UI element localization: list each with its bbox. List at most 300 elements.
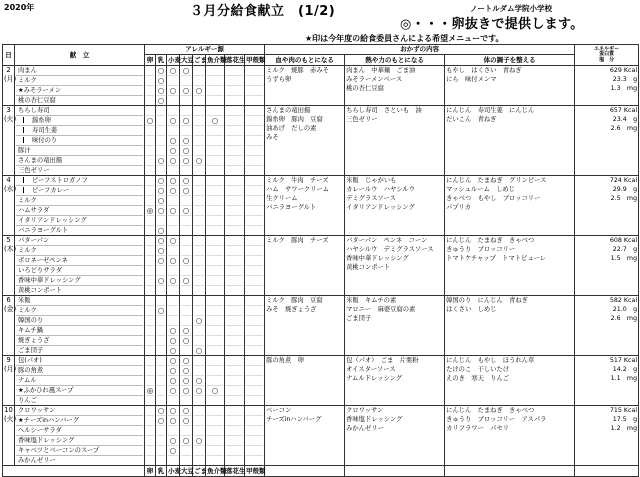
energy-cell (345, 106, 445, 176)
allergen-mark (194, 426, 204, 436)
allergen-mark: ○ (169, 336, 177, 345)
allergen-mark (194, 106, 204, 116)
nutrition-value: 2.6 mg (610, 315, 638, 322)
allergen-mark (194, 286, 204, 295)
bracket-mark (23, 187, 31, 193)
body-line: にんじん もやし ほうれん草 (446, 357, 535, 364)
allergen-mark (157, 296, 165, 306)
dish-name: イタリアンドレッシング (18, 217, 87, 224)
allergen-mark: ○ (157, 196, 165, 205)
allergen-mark (194, 266, 204, 276)
allergen-mark (194, 406, 204, 416)
allergen-mark (168, 396, 178, 405)
body-line: カリフラワー パセリ (446, 425, 510, 432)
dish-item (16, 96, 143, 105)
allergen-mark: ○ (169, 346, 177, 355)
allergen-mark (226, 136, 243, 146)
allergen-mark (181, 196, 191, 206)
allergen-mark (146, 156, 154, 166)
allergen-mark (246, 306, 263, 316)
body-line: きゅうり ブロッコリー (446, 246, 516, 253)
dish-name: ★チーズinハンバーグ (18, 417, 80, 424)
allergen-mark (146, 296, 154, 306)
allergen-mark (146, 186, 154, 196)
body-line: もやし はくさい 青ねぎ (446, 67, 522, 74)
allergen-mark (226, 436, 243, 446)
dish-name: 焼ぎょうざ (18, 337, 50, 344)
nutrition-sub2: 塩 分 (599, 56, 615, 63)
allergen-cell (193, 106, 206, 176)
allergen-mark (194, 66, 204, 76)
energy-cell (345, 356, 445, 406)
allergen-mark (194, 166, 204, 175)
nutrition-value: 1.5 mg (610, 255, 638, 262)
allergen-mark (194, 456, 204, 465)
day-label: (月) (4, 75, 17, 83)
allergen-mark (194, 96, 204, 105)
footer-spacer (345, 466, 445, 477)
allergen-mark (168, 76, 178, 86)
allergen-mark (194, 116, 204, 126)
dish-item (16, 376, 143, 386)
dish-name: 香味中華ドレッシング (18, 277, 81, 284)
dish-name: 肉まん (18, 67, 37, 74)
allergen-mark (207, 196, 223, 206)
allergen-mark (207, 86, 223, 96)
allergen-mark: ○ (169, 176, 177, 185)
allergen-mark (246, 216, 263, 226)
allergen-cell (167, 106, 180, 176)
dish-item (16, 366, 143, 376)
allergen-mark (146, 106, 154, 116)
allergen-cell (180, 66, 193, 106)
dish-item (16, 256, 143, 266)
allergen-mark (194, 246, 204, 256)
allergen-mark (168, 226, 178, 235)
allergen-mark (194, 416, 204, 426)
allergen-mark (194, 216, 204, 226)
allergen-mark (168, 96, 178, 105)
allergen-mark (246, 436, 263, 446)
allergen-mark (194, 336, 204, 346)
allergen-mark (246, 76, 263, 86)
energy-line: 包（パオ） ごま 片栗粉 (346, 357, 419, 364)
allergen-mark (168, 456, 178, 465)
allergen-mark (226, 336, 243, 346)
allergen-mark: ○ (157, 156, 165, 165)
allergen-mark (194, 236, 204, 246)
allergen-mark: ○ (169, 416, 177, 425)
allergen-header: 甲殻類 (246, 55, 266, 64)
day-label: 4 (6, 176, 11, 184)
allergen-mark: ○ (157, 416, 165, 425)
allergen-mark (194, 296, 204, 306)
dish-name: ごま団子 (18, 347, 44, 354)
allergen-mark (146, 166, 154, 175)
allergen-mark (146, 96, 154, 105)
allergen-header: 小麦 (168, 55, 181, 64)
allergen-cell (245, 356, 265, 406)
allergen-mark (157, 166, 165, 175)
allergen-mark (207, 396, 223, 405)
allergen-mark (246, 406, 263, 416)
energy-line: 米飯 キムチの素 (346, 297, 397, 304)
allergen-mark: ○ (169, 256, 177, 265)
allergen-mark (181, 426, 191, 436)
day-row (3, 66, 639, 106)
allergen-mark (226, 446, 243, 456)
allergen-mark (157, 136, 165, 146)
blood-line: バニラヨーグルト (266, 204, 317, 211)
allergen-mark (226, 326, 243, 336)
col-blood: 血や肉のもとになる (265, 55, 345, 66)
allergen-mark (157, 286, 165, 295)
day-label: (水) (4, 185, 17, 193)
allergen-mark (181, 126, 191, 136)
allergen-mark (246, 146, 263, 156)
allergen-mark (226, 306, 243, 316)
blood-cell (265, 106, 345, 176)
blood-line: ミルク 豚肉 チーズ (266, 237, 329, 244)
allergen-mark (207, 316, 223, 326)
allergen-cell (167, 356, 180, 406)
allergen-mark (226, 396, 243, 405)
allergen-mark (246, 186, 263, 196)
energy-line: バターパン ペンネ コーン (346, 237, 428, 244)
body-line: にんじん たまねぎ グリンピース (446, 177, 547, 184)
allergen-mark (207, 176, 223, 186)
dish-name: ビーフカレー (32, 187, 70, 194)
day-label: 6 (6, 296, 11, 304)
allergen-footer: ごま (194, 466, 207, 475)
body-line: にんじん たまねぎ きゃべつ (446, 407, 535, 414)
day-row (3, 406, 639, 466)
energy-line: みかんゼリー (346, 425, 384, 432)
allergen-mark: ○ (169, 86, 177, 95)
allergen-mark (194, 226, 204, 235)
allergen-mark (207, 346, 223, 355)
allergen-mark (181, 316, 191, 326)
allergen-cell (193, 296, 206, 356)
energy-line: クロワッサン (346, 407, 384, 414)
allergen-mark: ○ (169, 436, 177, 445)
allergen-mark: ○ (195, 346, 203, 355)
nutrition-cell (575, 176, 639, 236)
allergen-cell (167, 296, 180, 356)
allergen-cell (145, 66, 156, 106)
dish-name: ビーフストロガノフ (32, 177, 88, 184)
allergen-mark (157, 316, 165, 326)
nutrition-value: 1.2 mg (610, 425, 638, 432)
allergen-mark: ○ (195, 386, 203, 395)
body-cell (445, 356, 575, 406)
energy-line: デミグラスソース (346, 195, 396, 202)
body-line: にら 味付メンマ (446, 76, 497, 83)
allergen-mark (168, 316, 178, 326)
nutrition-value: 657 Kcal (609, 107, 638, 114)
dish-name: ミルク (18, 77, 37, 84)
bracket-mark (23, 117, 31, 123)
col-energy: 熱や力のもとになる (345, 55, 445, 66)
allergen-mark (181, 266, 191, 276)
footer-spacer (575, 466, 639, 477)
allergen-mark (207, 286, 223, 295)
allergen-mark (146, 456, 154, 465)
allergen-mark: ○ (169, 146, 177, 155)
allergen-cell (180, 296, 193, 356)
year-label: 2020年 (4, 3, 35, 12)
allergen-mark: ○ (169, 136, 177, 145)
allergen-mark (246, 366, 263, 376)
allergen-cell (225, 356, 245, 406)
body-line: 韓国のり にんじん 青ねぎ (446, 297, 528, 304)
dish-name: りんご (18, 397, 37, 404)
dish-item (16, 126, 143, 136)
dish-item (16, 336, 143, 346)
blood-line: うずら卵 (266, 76, 292, 83)
body-cell (445, 176, 575, 236)
allergen-mark (194, 446, 204, 456)
allergen-mark: ○ (169, 186, 177, 195)
allergen-mark (207, 76, 223, 86)
allergen-mark (194, 146, 204, 156)
dish-name: キムチ鍋 (18, 327, 43, 334)
allergen-mark (146, 316, 154, 326)
dish-name: 三色ゼリー (18, 167, 50, 174)
nutrition-value: 608 Kcal (609, 237, 638, 244)
blood-line: チーズinハンバーグ (266, 416, 322, 423)
energy-line: イタリアンドレッシング (346, 204, 415, 211)
day-label: 10 (4, 406, 13, 414)
blood-cell (265, 356, 345, 406)
body-cell (445, 106, 575, 176)
nutrition-value: 2.5 mg (610, 195, 638, 202)
allergen-mark (226, 256, 243, 266)
energy-line: 香味中華ドレッシング (346, 255, 409, 262)
nutrition-value: 517 Kcal (609, 357, 638, 364)
allergen-cell (206, 236, 225, 296)
allergen-mark (146, 126, 154, 136)
day-label: 5 (6, 236, 11, 244)
day-label: (火) (4, 115, 17, 123)
day-row (3, 356, 639, 406)
allergen-mark (207, 276, 223, 286)
allergen-mark (207, 126, 223, 136)
nutrition-value: 22.7 g (612, 246, 638, 253)
allergen-mark (157, 426, 165, 436)
dish-item (16, 66, 143, 76)
dish-item (16, 426, 143, 436)
blood-line: みそ 焼ぎょうざ (266, 306, 317, 313)
dish-item (16, 276, 143, 286)
allergen-mark: ○ (182, 206, 190, 215)
nutrition-value: 14.2 g (612, 366, 638, 373)
allergen-cell (206, 406, 225, 466)
day-cell (3, 406, 15, 466)
blood-cell (265, 66, 345, 106)
energy-cell (345, 236, 445, 296)
allergen-mark (226, 376, 243, 386)
allergen-mark (157, 366, 165, 376)
energy-cell (345, 406, 445, 466)
day-label: 3 (6, 106, 11, 114)
allergen-mark (246, 296, 263, 306)
allergen-footer: 落花生 (226, 466, 246, 475)
nutrition-value: 1.1 mg (610, 375, 638, 382)
body-line: きゅうり ブロッコリー アスパラ (446, 416, 547, 423)
allergen-mark (207, 246, 223, 256)
allergen-cell (225, 176, 245, 236)
allergen-mark (226, 66, 243, 76)
allergen-mark: ○ (157, 306, 165, 315)
dish-item (16, 206, 143, 216)
allergen-mark (246, 386, 263, 396)
dish-cell (15, 106, 145, 176)
dish-name: 黄桃コンポート (18, 287, 63, 294)
body-line: だいこん 青ねぎ (446, 116, 497, 123)
allergen-mark (157, 346, 165, 355)
allergen-mark (226, 96, 243, 105)
allergen-mark (246, 346, 263, 355)
allergen-mark (207, 266, 223, 276)
day-cell (3, 236, 15, 296)
allergen-mark (194, 326, 204, 336)
allergen-mark: ○ (182, 356, 190, 365)
dish-cell (15, 356, 145, 406)
allergen-cell (245, 406, 265, 466)
energy-line: カレールウ ハヤシルウ (346, 186, 415, 193)
allergen-mark: ○ (207, 386, 223, 396)
body-line: にんじん たまねぎ きゃべつ (446, 237, 535, 244)
allergen-mark (226, 246, 243, 256)
allergen-mark: ○ (169, 326, 177, 335)
allergen-cell (156, 106, 167, 176)
allergen-cell (156, 406, 167, 466)
allergen-mark (181, 226, 191, 235)
allergen-mark: ○ (169, 356, 177, 365)
dish-name: バニラヨーグルト (18, 227, 69, 234)
dish-item (16, 76, 143, 86)
energy-line: ごま団子 (346, 315, 372, 322)
allergen-mark (246, 236, 263, 246)
footer-spacer (445, 466, 575, 477)
dish-name: さんまの竜田揚 (18, 157, 63, 164)
body-cell (445, 296, 575, 356)
allergen-mark (226, 216, 243, 226)
allergen-mark (194, 366, 204, 376)
dish-item (16, 136, 143, 146)
allergen-mark (226, 196, 243, 206)
col-menu: 献 立 (15, 45, 145, 66)
allergen-mark (246, 126, 263, 136)
dish-name: キャベツとベーコンのスープ (18, 447, 100, 454)
dish-name: ミルク (18, 247, 37, 254)
dish-cell (15, 236, 145, 296)
allergen-mark (157, 386, 165, 396)
blood-line: ミルク 牛肉 チーズ (266, 177, 329, 184)
dish-item (16, 446, 143, 456)
allergen-mark: ○ (182, 156, 190, 165)
allergen-mark: ○ (182, 136, 190, 145)
body-cell (445, 236, 575, 296)
allergen-mark: ○ (169, 386, 177, 395)
blood-line: ハム サワークリーム (266, 186, 330, 193)
dish-name: 寿司生姜 (32, 127, 58, 134)
allergen-mark (168, 166, 178, 175)
blood-line: 油あげ だしの素 (266, 125, 317, 132)
energy-line: 三色ゼリー (346, 116, 378, 123)
day-label: 9 (6, 356, 11, 364)
allergen-mark (181, 106, 191, 116)
nutrition-cell (575, 66, 639, 106)
allergen-mark (181, 166, 191, 175)
menu-table (2, 44, 639, 477)
day-cell (3, 106, 15, 176)
dish-name: 米飯 (18, 297, 31, 304)
dish-cell (15, 66, 145, 106)
allergen-mark (157, 266, 165, 276)
allergen-mark (226, 366, 243, 376)
allergen-cell (145, 176, 156, 236)
energy-line: 桃の杏仁豆腐 (346, 85, 384, 92)
allergen-mark: ○ (195, 376, 203, 385)
allergen-cell (206, 176, 225, 236)
dish-name: 錦糸卵 (32, 117, 51, 124)
day-label: (金) (4, 305, 17, 313)
allergen-mark (194, 396, 204, 405)
allergen-cell (156, 66, 167, 106)
allergen-cell (225, 296, 245, 356)
allergen-header: 大豆 (181, 55, 194, 64)
allergen-cell (145, 406, 156, 466)
blood-cell (265, 236, 345, 296)
allergen-mark (157, 146, 165, 156)
allergen-mark (226, 416, 243, 426)
allergen-mark (226, 346, 243, 355)
allergen-mark (146, 136, 154, 146)
allergen-cell (193, 356, 206, 406)
allergen-mark (226, 456, 243, 465)
allergen-mark (207, 406, 223, 416)
dish-item (16, 176, 143, 186)
dish-name: いろどりサラダ (18, 267, 63, 274)
body-cell (445, 66, 575, 106)
dish-name: バターパン (18, 237, 50, 244)
allergen-mark (146, 416, 154, 426)
dish-name: 包(パオ) (18, 357, 42, 364)
allergen-mark (207, 146, 223, 156)
allergen-mark (157, 376, 165, 386)
allergen-mark: ○ (182, 386, 190, 395)
allergen-mark (207, 96, 223, 105)
energy-line: 肉まん 中華麺 ごま油 (346, 67, 416, 74)
nutrition-cell (575, 356, 639, 406)
nutrition-value: 724 Kcal (609, 177, 638, 184)
allergen-mark (146, 66, 154, 76)
allergen-mark (226, 76, 243, 86)
allergen-mark (168, 286, 178, 295)
dish-item (16, 246, 143, 256)
allergen-cell (156, 236, 167, 296)
allergen-mark: ○ (169, 276, 177, 285)
allergen-mark (246, 176, 263, 186)
allergen-mark (146, 406, 154, 416)
dish-item (16, 196, 143, 206)
allergen-mark (226, 86, 243, 96)
allergen-mark (146, 216, 154, 226)
footer-spacer (265, 466, 345, 477)
allergen-mark (226, 316, 243, 326)
